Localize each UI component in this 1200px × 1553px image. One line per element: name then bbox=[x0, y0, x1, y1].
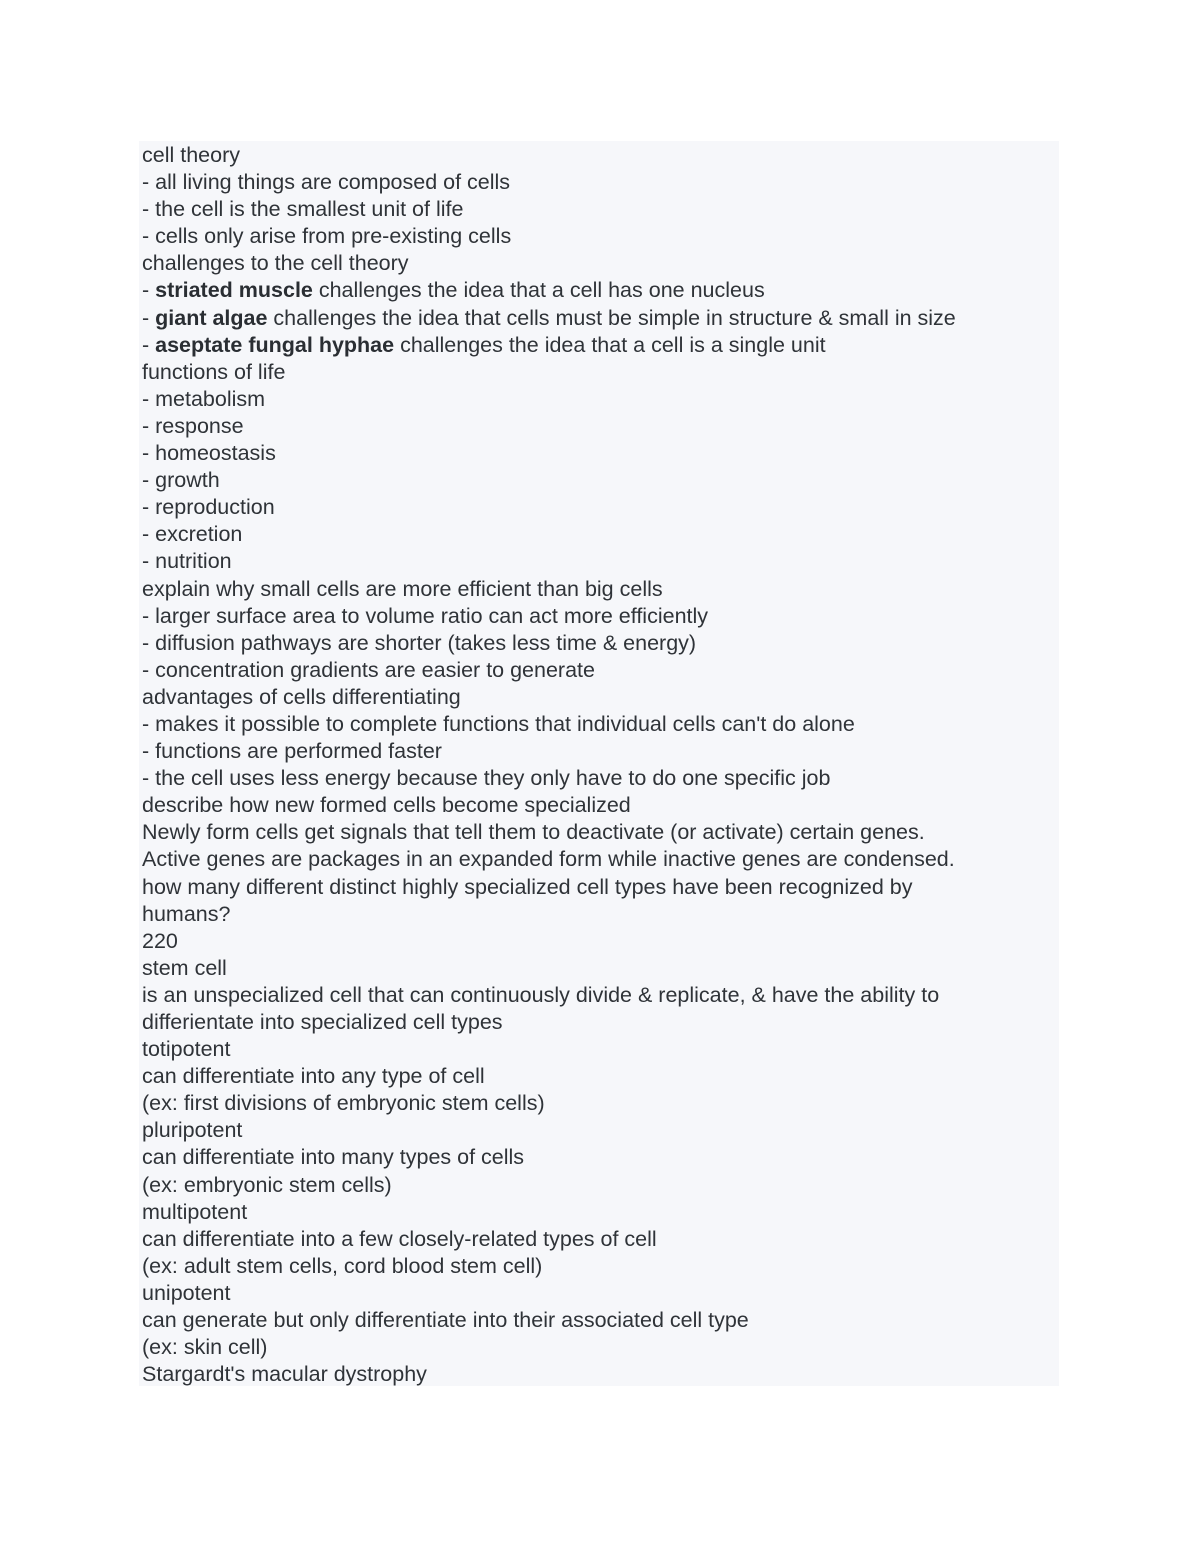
note-line: functions of life bbox=[142, 359, 286, 384]
note-line: multipotent bbox=[142, 1199, 248, 1224]
note-line: - makes it possible to complete functions that individual cells can't do alone bbox=[142, 711, 855, 736]
note-line: - functions are performed faster bbox=[142, 739, 442, 764]
bold-term: aseptate fungal hyphae bbox=[155, 332, 395, 357]
note-line: - concentration gradients are easier to generate bbox=[142, 657, 595, 682]
note-line: can generate but only differentiate into their associated cell type bbox=[142, 1308, 749, 1333]
note-line: - metabolism bbox=[142, 386, 266, 411]
note-line: Newly form cells get signals that tell them to deactivate (or activate) certain genes. bbox=[142, 820, 925, 845]
note-line: totipotent bbox=[142, 1037, 231, 1062]
note-line: cell theory bbox=[142, 143, 240, 167]
note-line: - response bbox=[142, 413, 244, 438]
bullet-prefix: - bbox=[142, 332, 156, 357]
note-line: is an unspecialized cell that can continuously divide & replicate, & have the ability to bbox=[142, 982, 940, 1007]
note-line: differientate into specialized cell types bbox=[142, 1010, 503, 1034]
note-line: - cells only arise from pre-existing cells bbox=[142, 224, 512, 249]
note-line: - all living things are composed of cells bbox=[142, 170, 511, 195]
note-line: 220 bbox=[142, 928, 178, 953]
note-line: describe how new formed cells become specialized bbox=[142, 793, 631, 818]
note-line: - homeostasis bbox=[142, 441, 276, 466]
note-line: can differentiate into any type of cell bbox=[142, 1064, 485, 1089]
note-line: advantages of cells differentiating bbox=[142, 684, 461, 709]
note-line bbox=[142, 332, 1059, 359]
bullet-prefix: - bbox=[142, 278, 156, 303]
notes-text-block bbox=[139, 141, 1059, 1386]
note-line: - growth bbox=[142, 468, 220, 493]
note-line: can differentiate into many types of cells bbox=[142, 1145, 525, 1170]
term-description: challenges the idea that a cell is a single unit bbox=[394, 332, 826, 357]
term-description: challenges the idea that a cell has one nucleus bbox=[312, 278, 765, 303]
note-line: how many different distinct highly specialized cell types have been recognized by bbox=[142, 874, 913, 899]
note-line: - larger surface area to volume ratio can act more efficiently bbox=[142, 603, 709, 628]
note-line: Stargardt's macular dystrophy bbox=[142, 1362, 427, 1387]
note-line: (ex: skin cell) bbox=[142, 1335, 268, 1360]
note-line: Active genes are packages in an expanded form while inactive genes are condensed. bbox=[142, 847, 955, 872]
note-line: (ex: embryonic stem cells) bbox=[142, 1172, 392, 1197]
note-line: explain why small cells are more efficient than big cells bbox=[142, 576, 663, 601]
note-line: (ex: adult stem cells, cord blood stem cell) bbox=[142, 1253, 543, 1278]
bullet-prefix: - bbox=[142, 305, 156, 330]
note-line bbox=[142, 277, 1059, 304]
note-line: - reproduction bbox=[142, 495, 275, 520]
term-description: challenges the idea that cells must be simple in structure & small in size bbox=[267, 305, 956, 330]
bold-term: giant algae bbox=[155, 305, 268, 330]
note-line: pluripotent bbox=[142, 1118, 243, 1143]
note-line: - excretion bbox=[142, 522, 243, 547]
bold-term: striated muscle bbox=[155, 278, 313, 303]
note-line: stem cell bbox=[142, 955, 227, 980]
note-line: can differentiate into a few closely-related types of cell bbox=[142, 1226, 657, 1251]
note-line: (ex: first divisions of embryonic stem cells) bbox=[142, 1091, 545, 1116]
note-line: humans? bbox=[142, 901, 231, 926]
note-line: - the cell uses less energy because they only have to do one specific job bbox=[142, 766, 831, 791]
note-line: unipotent bbox=[142, 1280, 231, 1305]
note-line: - the cell is the smallest unit of life bbox=[142, 197, 464, 222]
note-line: challenges to the cell theory bbox=[142, 251, 409, 276]
note-line bbox=[142, 305, 1059, 332]
note-line: - nutrition bbox=[142, 549, 232, 574]
note-line: - diffusion pathways are shorter (takes less time & energy) bbox=[142, 630, 697, 655]
